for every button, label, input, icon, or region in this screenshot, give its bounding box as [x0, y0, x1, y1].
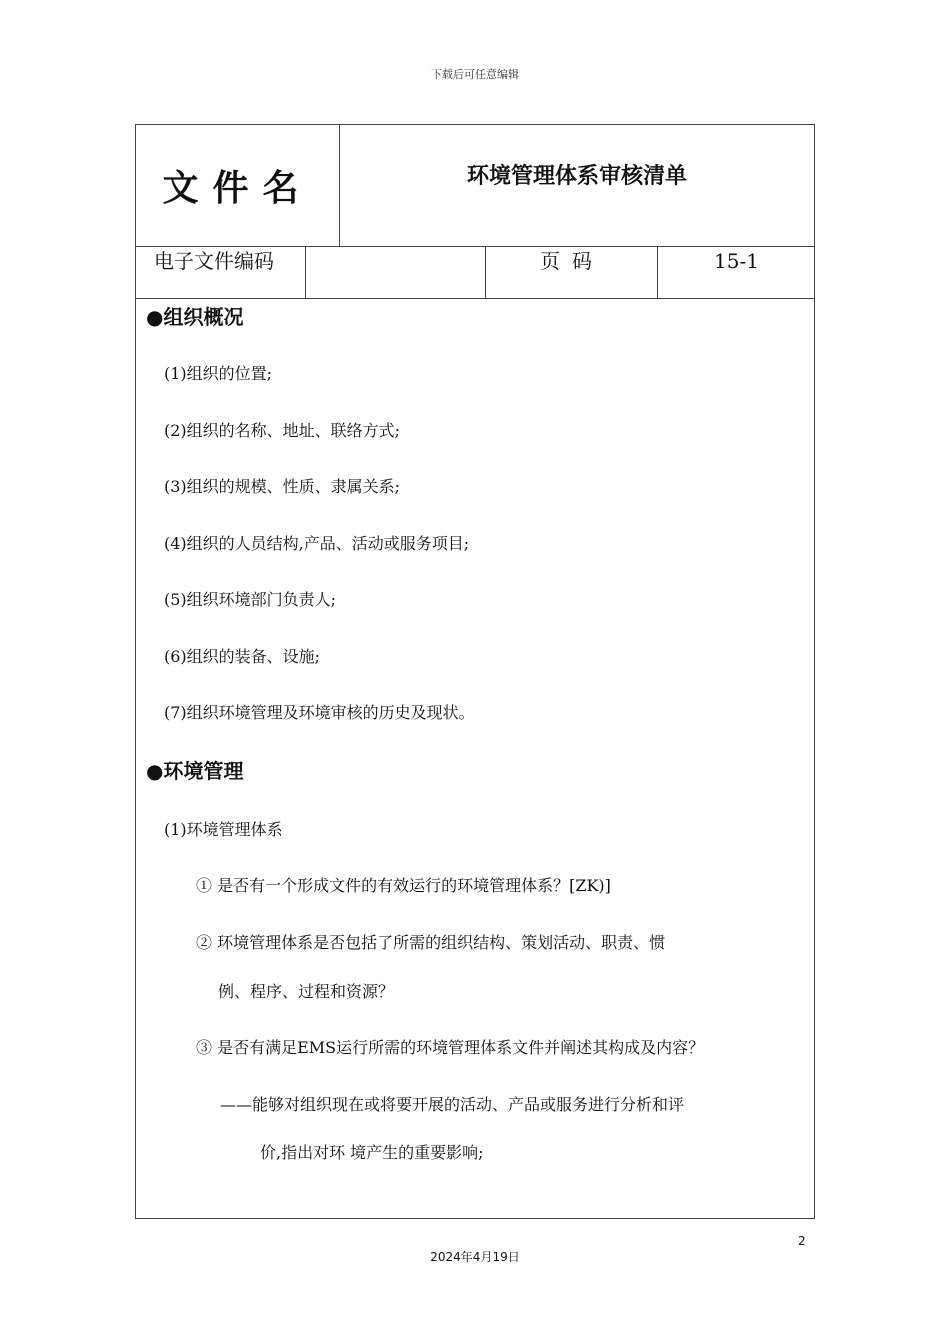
question-1: ① 是否有一个形成文件的有效运行的环境管理体系？[ZK)]	[196, 876, 611, 895]
question-3: ③ 是否有满足EMS运行所需的环境管理体系文件并阐述其构成及内容？	[196, 1038, 705, 1057]
subsection-title: (1)环境管理体系	[164, 820, 283, 839]
document-title: 环境管理体系审核清单	[466, 164, 687, 189]
question-2: ② 环境管理体系是否包括了所需的组织结构、策划活动、职责、惯	[196, 933, 666, 952]
page-label: 页码	[487, 247, 658, 298]
list-item: (4)组织的人员结构,产品、活动或服务项目;	[164, 534, 470, 553]
list-item: (2)组织的名称、地址、联络方式;	[164, 421, 401, 440]
page-number: 2	[798, 1234, 806, 1248]
list-item: (7)组织环境管理及环境审核的历史及现状。	[164, 703, 475, 722]
code-label: 电子文件编码	[136, 247, 306, 298]
section-heading-org: ●组织概况	[146, 305, 244, 329]
dash-item: ——能够对组织现在或将要开展的活动、产品或服务进行分析和评	[220, 1095, 685, 1114]
dash-item-cont: 价,指出对环 境产生的重要影响;	[260, 1143, 484, 1162]
code-value	[307, 247, 486, 298]
document-table	[135, 124, 815, 1219]
list-item: (5)组织环境部门负责人;	[164, 590, 337, 609]
list-item: (6)组织的装备、设施;	[164, 647, 321, 666]
page-value: 15-1	[714, 249, 759, 273]
section-heading-env: ●环境管理	[146, 759, 244, 783]
title-row	[136, 125, 814, 247]
list-item: (3)组织的规模、性质、隶属关系;	[164, 477, 401, 496]
question-2-cont: 例、程序、过程和资源？	[218, 982, 395, 1001]
meta-row	[136, 247, 814, 299]
header-note: 下载后可任意编辑	[431, 68, 519, 81]
list-item: (1)组织的位置;	[164, 364, 273, 383]
footer-date: 2024年4月19日	[430, 1250, 520, 1264]
file-name-label: 文件名	[136, 125, 340, 246]
